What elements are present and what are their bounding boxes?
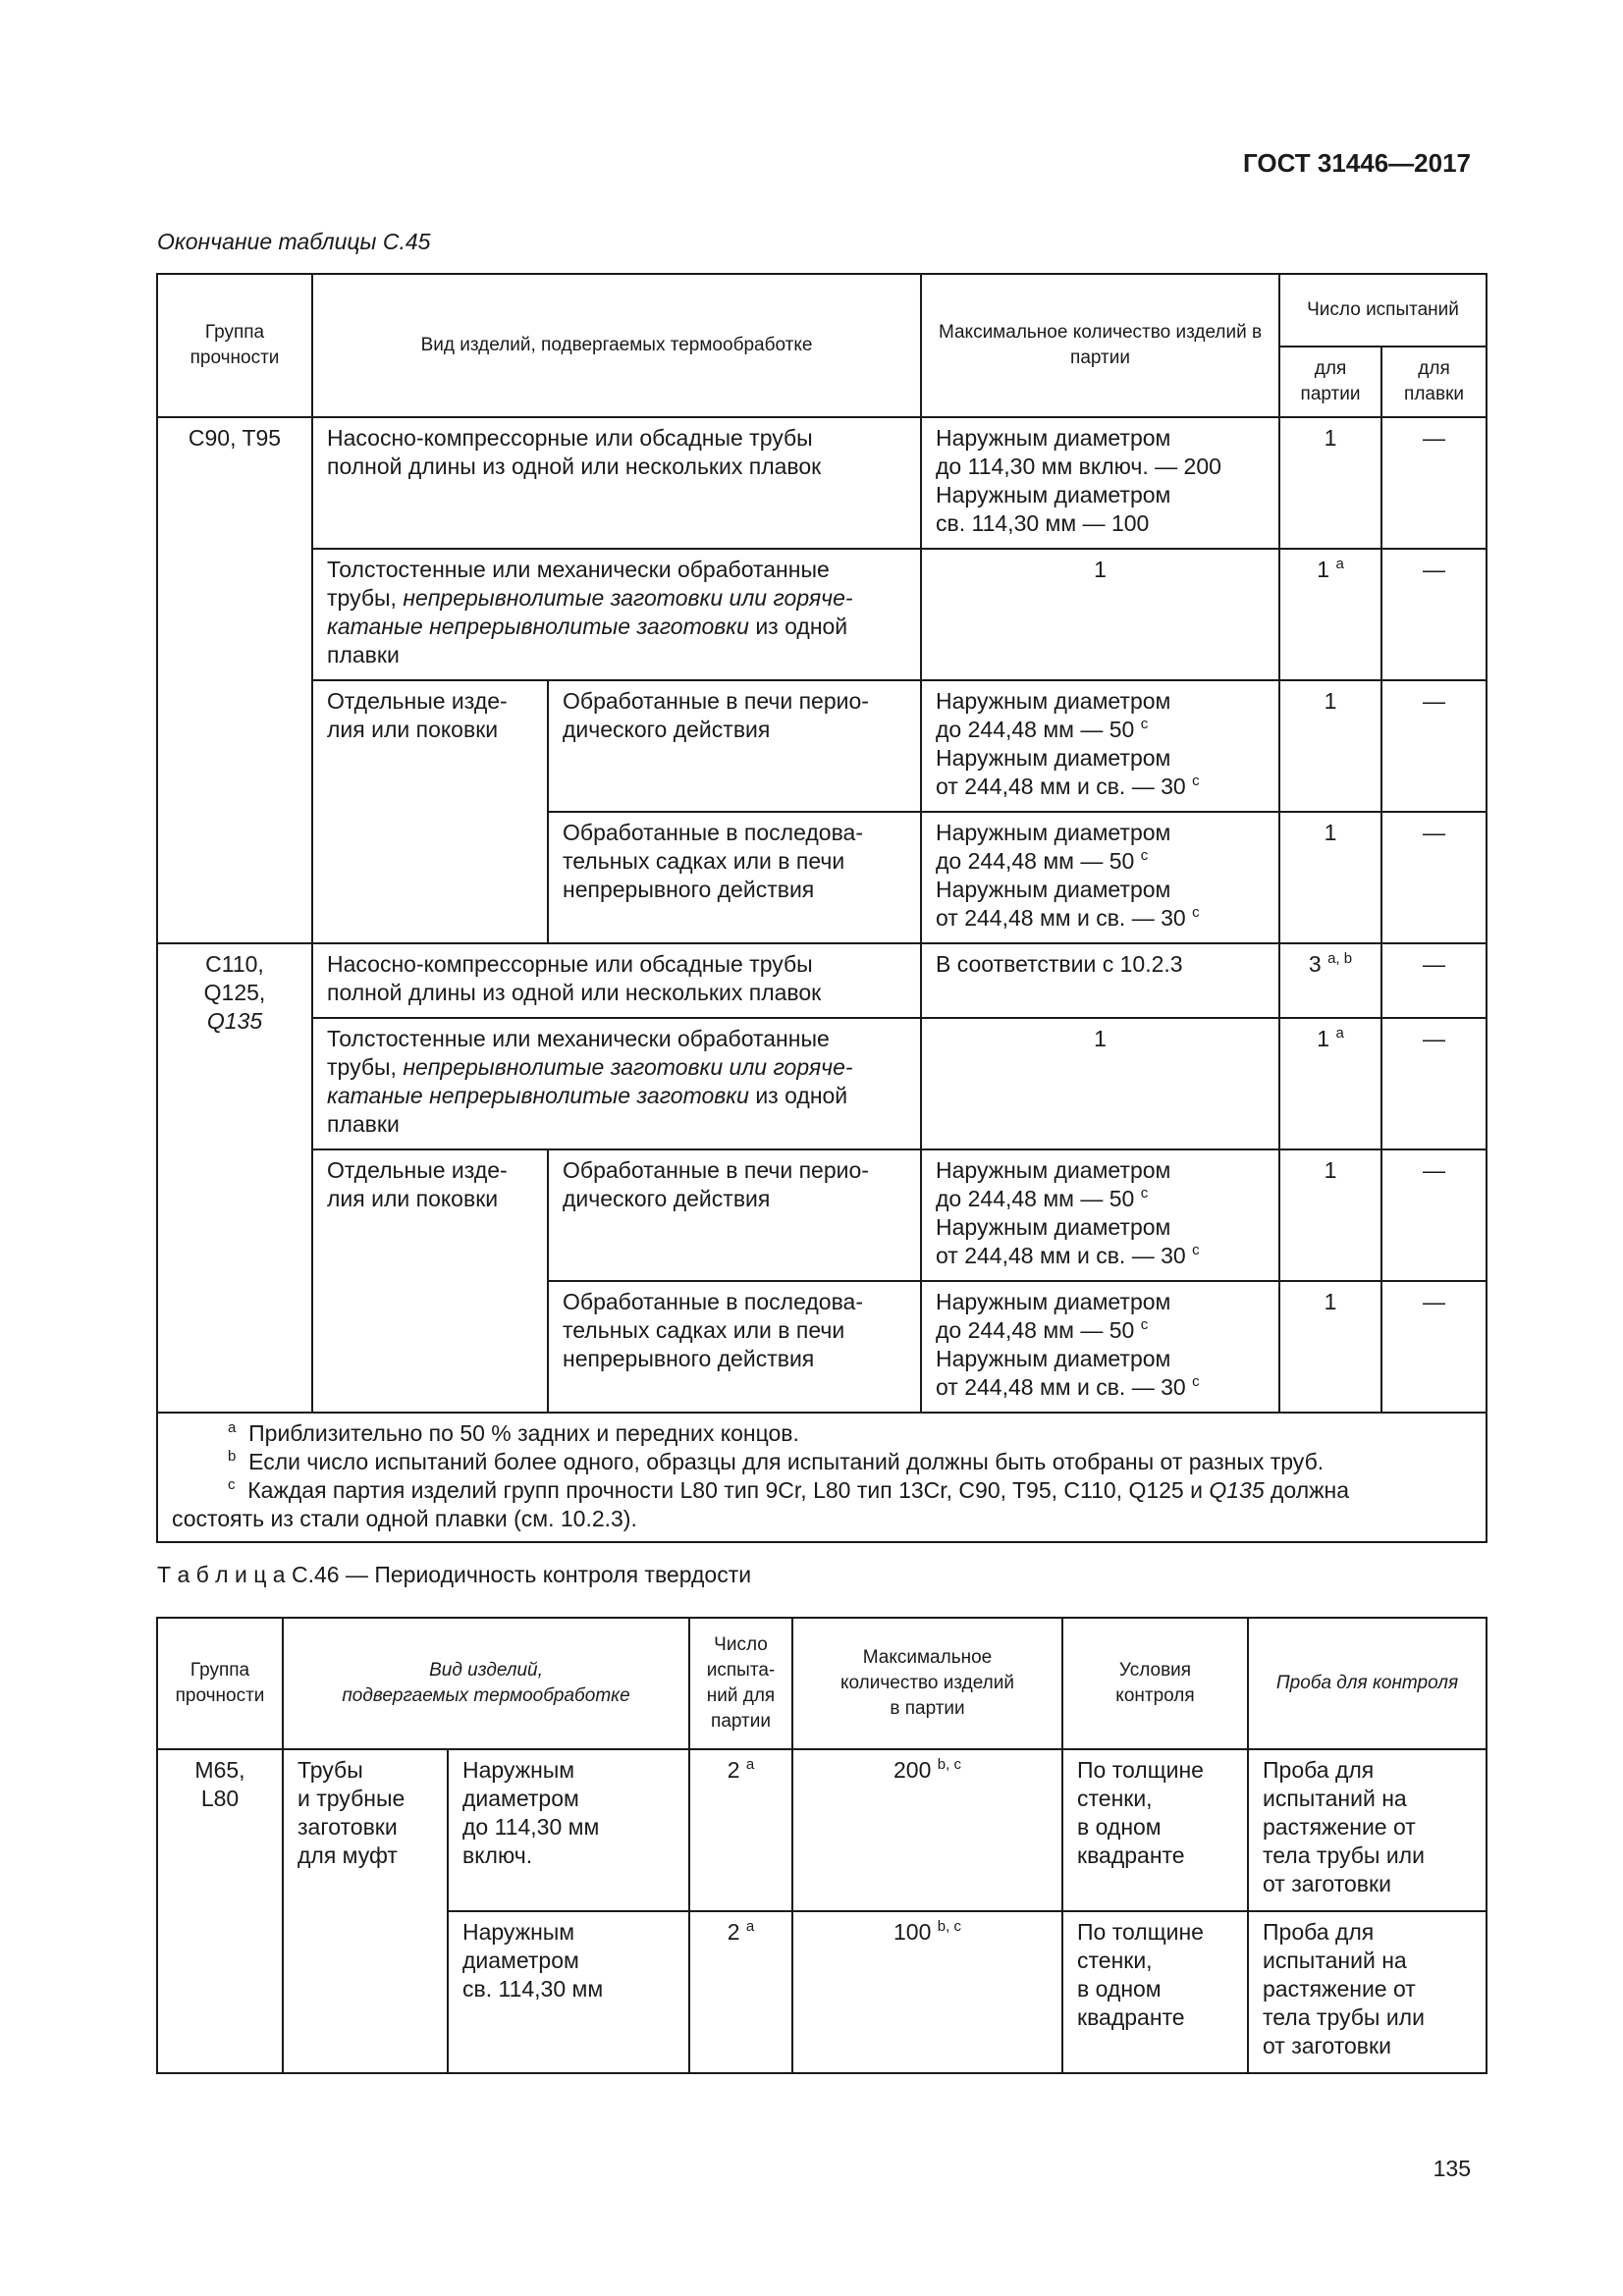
footnote-ref: c bbox=[1192, 1242, 1200, 1258]
text-line: Вид изделий, bbox=[429, 1660, 543, 1681]
document-code: ГОСТ 31446—2017 bbox=[1243, 148, 1471, 178]
text-part: от 244,48 мм и св. — 30 bbox=[936, 1374, 1186, 1400]
text-line bbox=[936, 847, 1265, 876]
text-line: испытаний на bbox=[1263, 1948, 1407, 1973]
text-line: Наружным диаметром bbox=[936, 1157, 1171, 1183]
text-line: квадранте bbox=[1077, 2004, 1185, 2030]
count-cell bbox=[689, 1911, 792, 2073]
kind-single-cell bbox=[312, 680, 548, 943]
table-row bbox=[157, 549, 1487, 680]
max-cell bbox=[792, 1749, 1062, 1911]
table-row bbox=[157, 1018, 1487, 1149]
kind-single-cell bbox=[312, 1149, 548, 1413]
max-cell bbox=[921, 417, 1279, 549]
footnote-text: Если число испытаний более одного, образцы для испытаний должны быть отобраны от разных труб. bbox=[248, 1449, 1325, 1474]
text-line: подвергаемых термообработке bbox=[342, 1685, 630, 1706]
text-line: св. 114,30 мм — 100 bbox=[936, 510, 1150, 536]
value: 1 bbox=[1317, 1026, 1330, 1051]
footnote-text: Приблизительно по 50 % задних и передних концов. bbox=[248, 1420, 799, 1446]
text-line: плавки bbox=[327, 642, 400, 667]
head-condition bbox=[1062, 1618, 1248, 1749]
text-line: Наружным диаметром bbox=[936, 1289, 1171, 1314]
text-line: лия или поковки bbox=[327, 717, 499, 742]
text-part: до 244,48 мм — 50 bbox=[936, 1186, 1135, 1211]
text-line: количество изделий bbox=[839, 1673, 1014, 1693]
footnote-b bbox=[172, 1448, 1472, 1476]
text-line: для муфт bbox=[298, 1842, 398, 1868]
text-line: Условия bbox=[1118, 1660, 1192, 1681]
table-caption-c45: Окончание таблицы С.45 bbox=[157, 229, 431, 254]
text-line: Толстостенные или механически обработанные bbox=[327, 1026, 830, 1051]
text-line: от заготовки bbox=[1263, 2033, 1391, 2058]
footnote-ref: c bbox=[1140, 1185, 1149, 1201]
text-line: M65, bbox=[194, 1757, 245, 1783]
text-part: трубы, bbox=[327, 1054, 404, 1080]
table-row bbox=[157, 1749, 1487, 1911]
head-count bbox=[689, 1618, 792, 1749]
text-part: из одной bbox=[748, 614, 848, 639]
head-group: Группа прочности bbox=[157, 274, 312, 417]
text-line: в партии bbox=[890, 1698, 965, 1719]
text-line bbox=[936, 904, 1265, 933]
kind-cell bbox=[312, 549, 921, 680]
table-row bbox=[157, 417, 1487, 549]
kind-sub-cell bbox=[448, 1749, 689, 1911]
text-line: L80 bbox=[200, 1786, 240, 1811]
text-line: Наружным bbox=[462, 1757, 575, 1783]
footnote-ref: a bbox=[1335, 556, 1344, 572]
text-line: полной длины из одной или нескольких плавок bbox=[327, 454, 822, 479]
text-line: Насосно-компрессорные или обсадные трубы bbox=[327, 951, 813, 977]
footnotes bbox=[157, 1413, 1487, 1542]
sample-cell bbox=[1248, 1911, 1487, 2073]
text-line: Наружным диаметром bbox=[936, 820, 1171, 845]
text-line: растяжение от bbox=[1263, 1976, 1416, 2002]
count-cell bbox=[689, 1749, 792, 1911]
text-line bbox=[936, 773, 1265, 801]
footnote-ref: a, b bbox=[1327, 950, 1353, 967]
text-line bbox=[327, 613, 906, 641]
footnote-text: Q135 bbox=[1209, 1477, 1265, 1503]
kind-sub-cell bbox=[448, 1911, 689, 2073]
text-line: стенки, bbox=[1077, 1948, 1153, 1973]
text-line: диаметром bbox=[462, 1786, 579, 1811]
footnote-ref: a bbox=[745, 1756, 755, 1773]
text-line: растяжение от bbox=[1263, 1814, 1416, 1840]
text-line: Наружным диаметром bbox=[936, 425, 1171, 451]
text-line bbox=[327, 1053, 906, 1082]
text-line: Обработанные в печи перио- bbox=[563, 1157, 869, 1183]
footnote-c bbox=[172, 1476, 1472, 1505]
text-line: Наружным диаметром bbox=[936, 877, 1171, 902]
max-cell: В соответствии с 10.2.3 bbox=[921, 943, 1279, 1018]
max-cell bbox=[921, 680, 1279, 812]
lot-cell bbox=[1279, 549, 1381, 680]
max-cell: 1 bbox=[921, 549, 1279, 680]
text-line: По толщине bbox=[1077, 1919, 1204, 1945]
heat-cell: — bbox=[1381, 943, 1487, 1018]
max-cell: 1 bbox=[921, 1018, 1279, 1149]
kind-cell bbox=[312, 943, 921, 1018]
text-line: дического действия bbox=[563, 1186, 771, 1211]
text-line: Q135 bbox=[206, 1008, 263, 1034]
text-line: Насосно-компрессорные или обсадные трубы bbox=[327, 425, 813, 451]
table-row bbox=[157, 943, 1487, 1018]
text-line: Обработанные в последова- bbox=[563, 820, 863, 845]
text-part: непрерывнолитые заготовки или горяче- bbox=[403, 1054, 853, 1080]
text-line: ний для bbox=[706, 1685, 776, 1706]
footnote-ref: c bbox=[1192, 904, 1200, 921]
footnote-c-cont: состоять из стали одной плавки (см. 10.2.3). bbox=[172, 1506, 637, 1531]
lot-cell bbox=[1279, 943, 1381, 1018]
footnote-ref: c bbox=[1192, 1373, 1200, 1390]
text-line: Наружным bbox=[462, 1919, 575, 1945]
text-line: Q125, bbox=[203, 980, 266, 1005]
head-group bbox=[157, 1618, 283, 1749]
text-part: до 244,48 мм — 50 bbox=[936, 1317, 1135, 1343]
text-part: от 244,48 мм и св. — 30 bbox=[936, 905, 1186, 931]
text-part: от 244,48 мм и св. — 30 bbox=[936, 774, 1186, 799]
value: 1 bbox=[1317, 557, 1330, 582]
kind-sub-cell bbox=[548, 1281, 921, 1413]
text-line: Наружным диаметром bbox=[936, 1214, 1171, 1240]
text-part: до 244,48 мм — 50 bbox=[936, 848, 1135, 874]
text-line: тельных садках или в печи bbox=[563, 1317, 845, 1343]
text-line: Толстостенные или механически обработанные bbox=[327, 557, 830, 582]
text-line bbox=[327, 1082, 906, 1110]
text-part: катаные непрерывнолитые заготовки bbox=[327, 614, 749, 639]
value: 2 bbox=[727, 1919, 740, 1945]
text-line: Наружным диаметром bbox=[936, 688, 1171, 714]
head-per-heat: для плавки bbox=[1381, 347, 1487, 417]
text-part: из одной bbox=[748, 1083, 848, 1108]
head-max: Максимальное количество изделий в партии bbox=[921, 274, 1279, 417]
max-cell bbox=[921, 812, 1279, 943]
text-line: Проба для bbox=[1263, 1757, 1375, 1783]
heat-cell: — bbox=[1381, 549, 1487, 680]
footnote-text: Каждая партия изделий групп прочности L80 тип 9Cr, L80 тип 13Cr, C90, T95, C110, Q125 и bbox=[247, 1477, 1210, 1503]
text-line: тела трубы или bbox=[1263, 2004, 1425, 2030]
footnote-ref: c bbox=[1140, 1316, 1149, 1333]
kind-sub-cell bbox=[548, 1149, 921, 1281]
max-cell bbox=[921, 1281, 1279, 1413]
text-line: C110, bbox=[205, 951, 264, 977]
lot-cell bbox=[1279, 1018, 1381, 1149]
text-line bbox=[327, 584, 906, 613]
text-line: диаметром bbox=[462, 1948, 579, 1973]
text-part: от 244,48 мм и св. — 30 bbox=[936, 1243, 1186, 1268]
heat-cell: — bbox=[1381, 812, 1487, 943]
head-max bbox=[792, 1618, 1062, 1749]
footnote-ref: a bbox=[1335, 1025, 1344, 1041]
group-c90-t95: C90, T95 bbox=[157, 417, 312, 943]
head-tests: Число испытаний bbox=[1279, 274, 1487, 347]
text-line: заготовки bbox=[298, 1814, 398, 1840]
footnote-ref: a bbox=[745, 1918, 755, 1935]
footnote-mark: b bbox=[228, 1448, 237, 1465]
footnote-ref: c bbox=[1140, 716, 1149, 732]
text-line: Максимальное bbox=[862, 1647, 993, 1668]
table-row bbox=[157, 680, 1487, 812]
kind-sub-cell bbox=[548, 680, 921, 812]
sample-cell bbox=[1248, 1749, 1487, 1911]
text-line: Группа bbox=[189, 1660, 250, 1681]
text-line: Обработанные в печи перио- bbox=[563, 688, 869, 714]
text-part: до 244,48 мм — 50 bbox=[936, 717, 1135, 742]
kind-cell bbox=[312, 417, 921, 549]
footnotes-row bbox=[157, 1413, 1487, 1542]
text-part: непрерывнолитые заготовки или горяче- bbox=[403, 585, 853, 611]
text-line: квадранте bbox=[1077, 1842, 1185, 1868]
lot-cell: 1 bbox=[1279, 680, 1381, 812]
condition-cell bbox=[1062, 1911, 1248, 2073]
footnote-a bbox=[172, 1419, 1472, 1448]
text-line: в одном bbox=[1077, 1814, 1162, 1840]
lot-cell: 1 bbox=[1279, 1149, 1381, 1281]
text-line: и трубные bbox=[298, 1786, 406, 1811]
text-line: тела трубы или bbox=[1263, 1842, 1425, 1868]
footnote-ref: c bbox=[1192, 773, 1200, 789]
head-kind: Вид изделий, подвергаемых термообработке bbox=[312, 274, 921, 417]
heat-cell: — bbox=[1381, 1281, 1487, 1413]
text-line: до 114,30 мм включ. — 200 bbox=[936, 454, 1221, 479]
text-line: непрерывного действия bbox=[563, 877, 815, 902]
head-sample: Проба для контроля bbox=[1248, 1618, 1487, 1749]
footnote-mark: c bbox=[228, 1476, 236, 1493]
table-row bbox=[157, 1149, 1487, 1281]
lot-cell: 1 bbox=[1279, 812, 1381, 943]
heat-cell: — bbox=[1381, 680, 1487, 812]
text-line: Отдельные изде- bbox=[327, 1157, 508, 1183]
value: 200 bbox=[893, 1757, 932, 1783]
text-line bbox=[936, 1316, 1265, 1345]
kind-cell bbox=[312, 1018, 921, 1149]
text-line: тельных садках или в печи bbox=[563, 848, 845, 874]
text-line: По толщине bbox=[1077, 1757, 1204, 1783]
text-line: от заготовки bbox=[1263, 1871, 1391, 1896]
text-line bbox=[936, 1373, 1265, 1402]
footnote-mark: a bbox=[228, 1419, 237, 1436]
text-line bbox=[936, 1185, 1265, 1213]
kind-sub-cell bbox=[548, 812, 921, 943]
text-line: до 114,30 мм bbox=[462, 1814, 600, 1840]
value: 100 bbox=[893, 1919, 932, 1945]
text-line: прочности bbox=[175, 1685, 265, 1706]
text-part: трубы, bbox=[327, 585, 404, 611]
text-line: партии bbox=[711, 1711, 771, 1732]
heat-cell: — bbox=[1381, 1018, 1487, 1149]
text-line: Отдельные изде- bbox=[327, 688, 508, 714]
footnote-ref: b, c bbox=[937, 1756, 961, 1773]
text-line: Наружным диаметром bbox=[936, 482, 1171, 507]
text-line: плавки bbox=[327, 1111, 400, 1137]
text-line: Проба для bbox=[1263, 1919, 1375, 1945]
lot-cell: 1 bbox=[1279, 1281, 1381, 1413]
max-cell bbox=[921, 1149, 1279, 1281]
text-line: Трубы bbox=[298, 1757, 363, 1783]
text-line bbox=[936, 716, 1265, 744]
table-c46 bbox=[156, 1617, 1488, 2074]
head-per-lot: для партии bbox=[1279, 347, 1381, 417]
table-c45 bbox=[156, 273, 1488, 1543]
condition-cell bbox=[1062, 1749, 1248, 1911]
value: 2 bbox=[727, 1757, 740, 1783]
text-line: включ. bbox=[462, 1842, 533, 1868]
group-m65-l80 bbox=[157, 1749, 283, 2073]
heat-cell: — bbox=[1381, 1149, 1487, 1281]
text-part: катаные непрерывнолитые заготовки bbox=[327, 1083, 749, 1108]
footnote-text: должна bbox=[1264, 1477, 1350, 1503]
text-line: стенки, bbox=[1077, 1786, 1153, 1811]
text-line: испыта- bbox=[706, 1660, 776, 1681]
text-line: лия или поковки bbox=[327, 1186, 499, 1211]
heat-cell: — bbox=[1381, 417, 1487, 549]
table-caption-c46: Т а б л и ц а С.46 — Периодичность контроля твердости bbox=[157, 1562, 752, 1587]
text-line: контроля bbox=[1115, 1685, 1195, 1706]
head-kind bbox=[283, 1618, 689, 1749]
group-c110-q125-q135 bbox=[157, 943, 312, 1413]
text-line: полной длины из одной или нескольких плавок bbox=[327, 980, 822, 1005]
text-line: дического действия bbox=[563, 717, 771, 742]
text-line: Число bbox=[714, 1634, 768, 1655]
text-line: Наружным диаметром bbox=[936, 1346, 1171, 1371]
max-cell bbox=[792, 1911, 1062, 2073]
footnote-ref: b, c bbox=[937, 1918, 961, 1935]
lot-cell: 1 bbox=[1279, 417, 1381, 549]
text-line bbox=[936, 1242, 1265, 1270]
page-number: 135 bbox=[1433, 2156, 1471, 2181]
text-line: в одном bbox=[1077, 1976, 1162, 2002]
text-line: испытаний на bbox=[1263, 1786, 1407, 1811]
text-line: Наружным диаметром bbox=[936, 745, 1171, 771]
value: 3 bbox=[1308, 951, 1322, 977]
text-line: непрерывного действия bbox=[563, 1346, 815, 1371]
text-line: св. 114,30 мм bbox=[462, 1976, 604, 2002]
kind-cell bbox=[283, 1749, 448, 2073]
text-line: Обработанные в последова- bbox=[563, 1289, 863, 1314]
footnote-ref: c bbox=[1140, 847, 1149, 864]
